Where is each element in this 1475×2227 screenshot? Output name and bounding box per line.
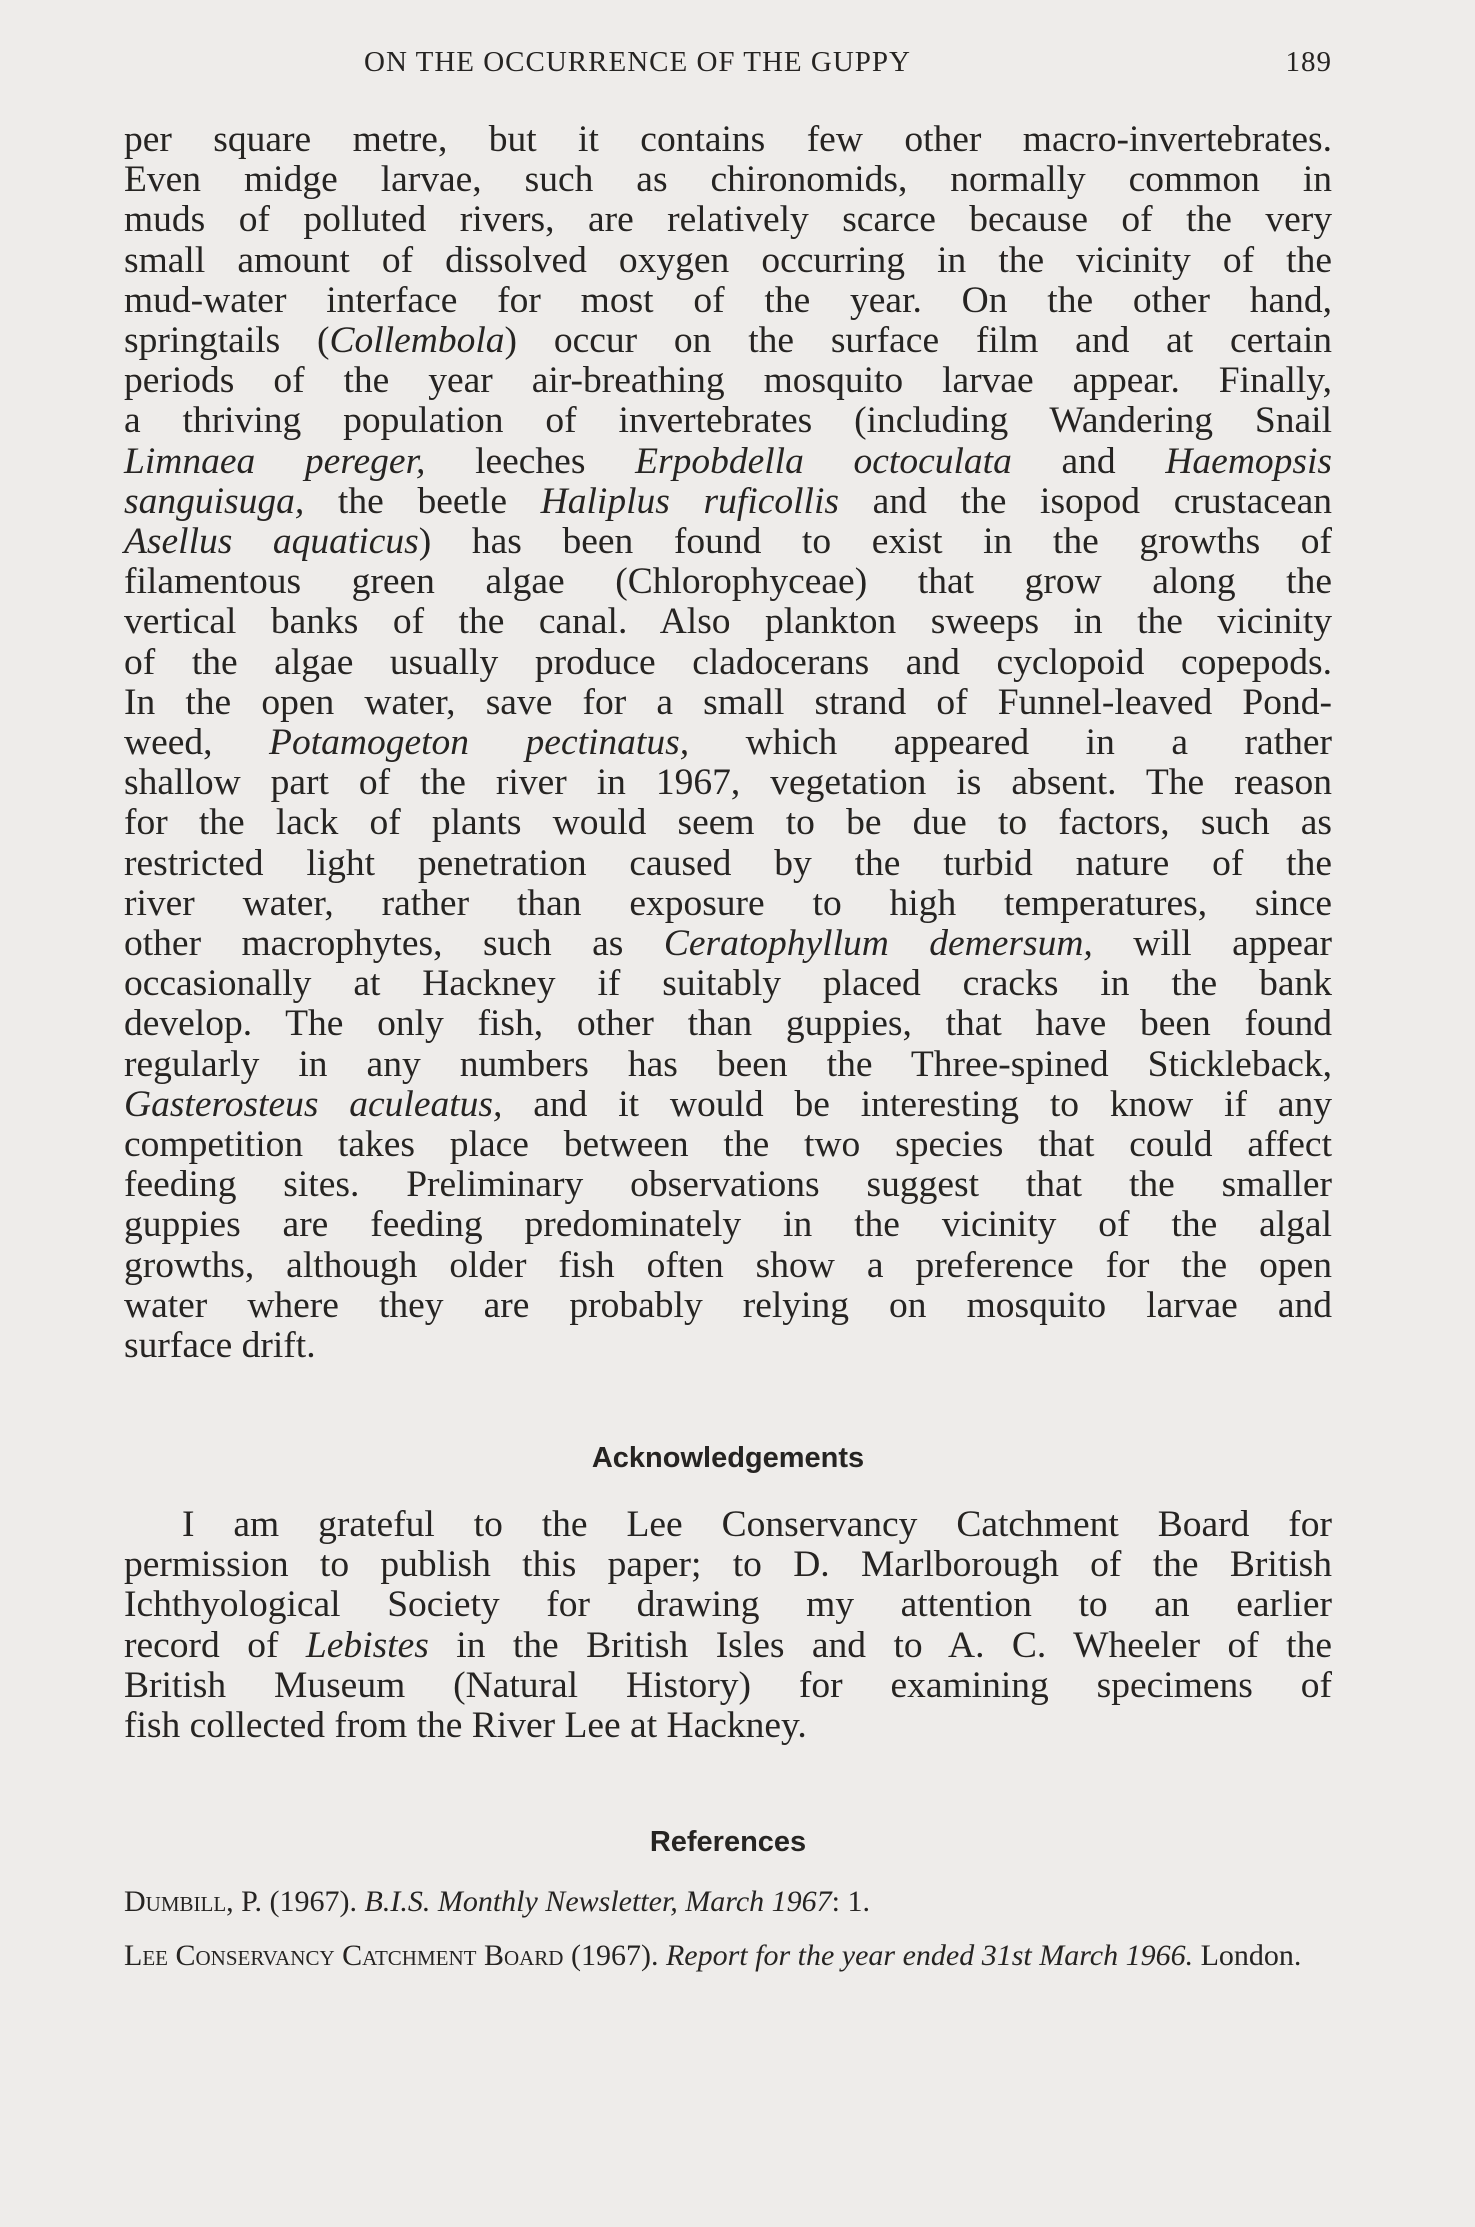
body-line: of the algae usually produce cladocerans and cyclopoid copepods. xyxy=(124,641,1332,683)
reference-entry xyxy=(124,1936,1332,1976)
ref-title: Report for the year ended 31st March 1966. xyxy=(665,1939,1194,1972)
body-line: restricted light penetration caused by the turbid nature of the xyxy=(124,842,1332,884)
italic-taxon: Haliplus ruficollis xyxy=(540,480,839,522)
body-line: occasionally at Hackney if suitably placed cracks in the bank xyxy=(124,963,1332,1005)
italic-taxon: Asellus aquaticus xyxy=(124,521,419,563)
body-line: other macrophytes, such as Ceratophyllum demersum, will appear xyxy=(124,923,1332,965)
body-line: sanguisuga, the beetle Haliplus ruficollis and the isopod crustacean xyxy=(124,480,1332,522)
acknowledgements-paragraph xyxy=(124,1505,1332,1746)
ack-line: British Museum (Natural History) for examining specimens of xyxy=(124,1664,1332,1706)
references-list xyxy=(124,1882,1332,1990)
references-heading: References xyxy=(649,1826,807,1858)
ack-line: record of Lebistes in the British Isles and to A. C. Wheeler of the xyxy=(124,1624,1332,1666)
italic-taxon: Collembola xyxy=(329,320,505,362)
ack-line: Ichthyological Society for drawing my attention to an earlier xyxy=(124,1584,1332,1626)
running-head xyxy=(124,44,1332,88)
body-line: for the lack of plants would seem to be due to factors, such as xyxy=(124,802,1332,844)
ref-rest: London. xyxy=(1200,1939,1302,1972)
ack-line: I am grateful to the Lee Conservancy Catchment Board for xyxy=(182,1504,1332,1545)
italic-taxon: Limnaea pereger, xyxy=(124,440,426,482)
ref-author: Lee Conservancy Catchment Board xyxy=(124,1939,564,1972)
body-line: feeding sites. Preliminary observations suggest that the smaller xyxy=(124,1164,1332,1206)
running-title: ON THE OCCURRENCE OF THE GUPPY xyxy=(364,46,911,78)
body-line: per square metre, but it contains few other macro-invertebrates. xyxy=(124,119,1332,160)
ref-author: Dumbill, P. xyxy=(124,1885,263,1918)
reference-entry xyxy=(124,1882,1332,1922)
ack-line: fish collected from the River Lee at Hackney. xyxy=(124,1705,807,1747)
ref-year: (1967). xyxy=(269,1885,358,1918)
body-line: springtails (Collembola) occur on the surface film and at certain xyxy=(124,320,1333,362)
body-line: Limnaea pereger, leeches Erpobdella octoculata and Haemopsis xyxy=(124,440,1333,482)
main-body-text xyxy=(124,120,1332,1366)
body-line: river water, rather than exposure to high temperatures, since xyxy=(124,882,1332,924)
body-line: filamentous green algae (Chlorophyceae) that grow along the xyxy=(124,561,1332,603)
body-line: small amount of dissolved oxygen occurring in the vicinity of the xyxy=(124,239,1332,281)
italic-taxon: Potamogeton pectinatus, xyxy=(269,722,690,764)
page-number: 189 xyxy=(1285,46,1332,78)
body-line: periods of the year air-breathing mosquito larvae appear. Finally, xyxy=(124,360,1332,402)
body-line: water where they are probably relying on mosquito larvae and xyxy=(124,1284,1332,1326)
ack-line: permission to publish this paper; to D. Marlborough of the British xyxy=(124,1544,1332,1586)
body-line: a thriving population of invertebrates (including Wandering Snail xyxy=(124,400,1332,442)
ref-title: B.I.S. Monthly Newsletter, March 1967 xyxy=(364,1885,832,1918)
italic-taxon: Ceratophyllum demersum, xyxy=(663,923,1093,965)
body-line: mud-water interface for most of the year. On the other hand, xyxy=(124,279,1332,321)
body-line: In the open water, save for a small strand of Funnel-leaved Pond- xyxy=(124,681,1332,723)
acknowledgements-heading: Acknowledgements xyxy=(591,1442,865,1474)
italic-taxon: Gasterosteus aculeatus, xyxy=(124,1083,503,1125)
body-line: surface drift. xyxy=(124,1325,316,1367)
body-line: vertical banks of the canal. Also plankton sweeps in the vicinity xyxy=(124,601,1332,643)
body-paragraph xyxy=(124,120,1332,1366)
body-line: guppies are feeding predominately in the vicinity of the algal xyxy=(124,1204,1332,1246)
body-line: Gasterosteus aculeatus, and it would be interesting to know if any xyxy=(124,1083,1332,1125)
italic-taxon: sanguisuga, xyxy=(124,480,305,522)
italic-taxon: Lebistes xyxy=(305,1624,429,1666)
body-line: Asellus aquaticus) has been found to exist in the growths of xyxy=(124,521,1333,563)
italic-taxon: Haemopsis xyxy=(1165,440,1333,482)
ref-year: (1967). xyxy=(570,1939,659,1972)
body-line: growths, although older fish often show a preference for the open xyxy=(124,1244,1332,1286)
body-line: shallow part of the river in 1967, vegetation is absent. The reason xyxy=(124,762,1332,804)
body-line: develop. The only fish, other than guppies, that have been found xyxy=(124,1003,1332,1045)
body-line: muds of polluted rivers, are relatively scarce because of the very xyxy=(124,199,1332,241)
ref-rest: : 1. xyxy=(831,1885,871,1918)
body-line: competition takes place between the two species that could affect xyxy=(124,1124,1332,1166)
acknowledgements-text xyxy=(124,1505,1332,1746)
body-line: Even midge larvae, such as chironomids, normally common in xyxy=(124,159,1332,201)
body-line: regularly in any numbers has been the Three-spined Stickleback, xyxy=(124,1043,1332,1085)
italic-taxon: Erpobdella octoculata xyxy=(635,440,1012,482)
body-line: weed, Potamogeton pectinatus, which appeared in a rather xyxy=(124,722,1332,764)
